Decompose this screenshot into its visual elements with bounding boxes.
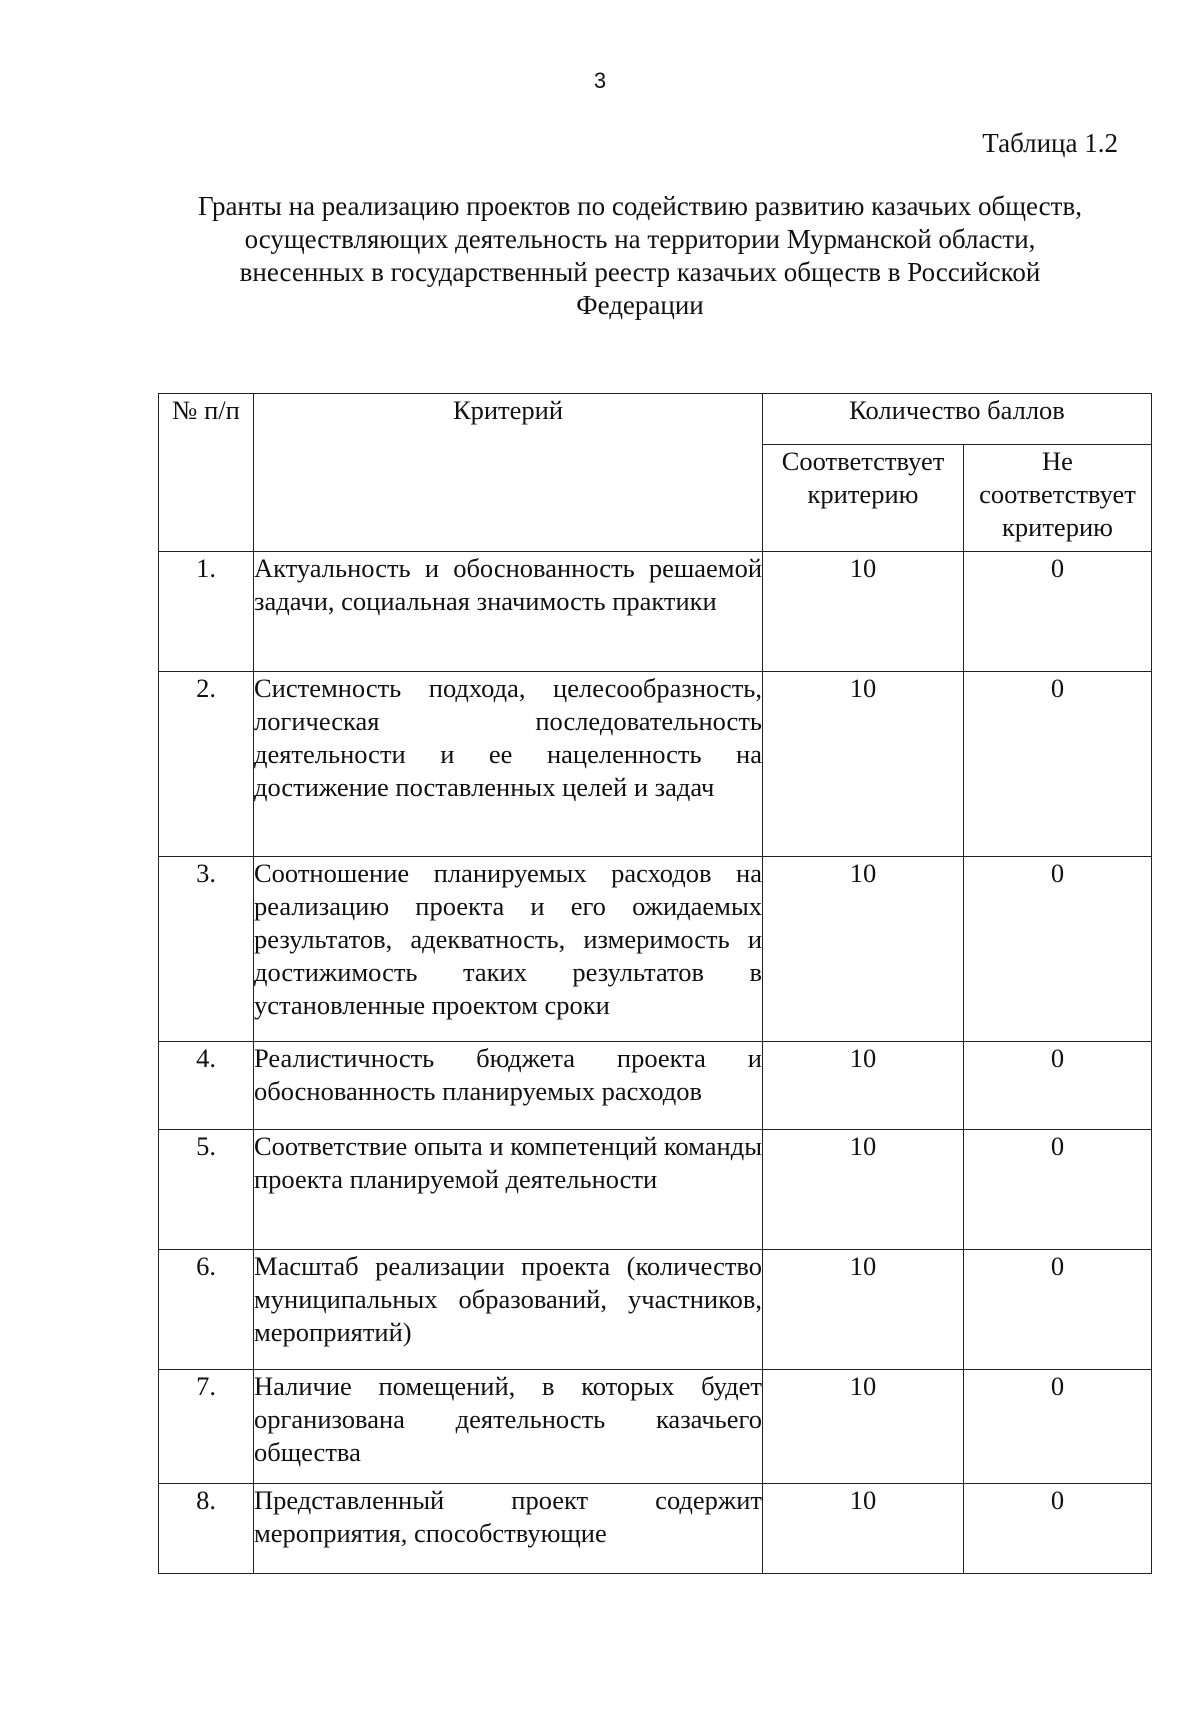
table-row: [159, 672, 1152, 857]
table-row: [159, 1484, 1152, 1574]
table-row: [159, 1250, 1152, 1370]
title-line: внесенных в государственный реестр казачьих обществ в Российской: [239, 257, 1041, 287]
row-points-matches: 10: [763, 1250, 964, 1370]
row-number: 2.: [159, 672, 254, 857]
row-number: 8.: [159, 1484, 254, 1574]
table-row: [159, 857, 1152, 1042]
row-number: 6.: [159, 1250, 254, 1370]
row-number: 7.: [159, 1370, 254, 1484]
title-line: осуществляющих деятельность на территории Мурманской области,: [244, 224, 1036, 254]
table-row: [159, 1042, 1152, 1130]
row-criterion: Соотношение планируемых расходов на реализацию проекта и его ожидаемых результатов, адекватность, измеримость и достижимость таких результатов в установленные проектом сроки: [254, 857, 763, 1042]
row-points-not-matches: 0: [964, 1042, 1152, 1130]
row-points-not-matches: 0: [964, 1484, 1152, 1574]
title-line: Гранты на реализацию проектов по содействию развитию казачьих обществ,: [198, 191, 1082, 221]
row-points-matches: 10: [763, 552, 964, 672]
column-header-number: № п/п: [159, 394, 254, 552]
row-points-not-matches: 0: [964, 552, 1152, 672]
row-points-matches: 10: [763, 1130, 964, 1250]
column-header-matches: Соответствует критерию: [763, 445, 964, 552]
row-number: 3.: [159, 857, 254, 1042]
row-points-not-matches: 0: [964, 857, 1152, 1042]
row-points-not-matches: 0: [964, 672, 1152, 857]
document-title: [150, 190, 1130, 322]
row-points-matches: 10: [763, 672, 964, 857]
row-criterion: Реалистичность бюджета проекта и обоснованность планируемых расходов: [254, 1042, 763, 1130]
table-row: [159, 552, 1152, 672]
row-criterion: Системность подхода, целесообразность, логическая последовательность деятельности и ее нацеленность на достижение поставленных целей и задач: [254, 672, 763, 857]
row-points-not-matches: 0: [964, 1370, 1152, 1484]
row-criterion: Представленный проект содержит мероприятия, способствующие: [254, 1484, 763, 1574]
table-row: [159, 1370, 1152, 1484]
criteria-table: [158, 393, 1152, 1574]
row-points-not-matches: 0: [964, 1130, 1152, 1250]
row-criterion: Актуальность и обоснованность решаемой задачи, социальная значимость практики: [254, 552, 763, 672]
row-points-matches: 10: [763, 1370, 964, 1484]
row-points-not-matches: 0: [964, 1250, 1152, 1370]
column-header-points: Количество баллов: [763, 394, 1152, 445]
table-row: [159, 1130, 1152, 1250]
table-label: Таблица 1.2: [982, 128, 1118, 158]
row-points-matches: 10: [763, 1484, 964, 1574]
title-line: Федерации: [576, 290, 704, 320]
row-criterion: Соответствие опыта и компетенций команды проекта планируемой деятельности: [254, 1130, 763, 1250]
row-criterion: Масштаб реализации проекта (количество муниципальных образований, участников, мероприятий): [254, 1250, 763, 1370]
column-header-not-matches: Не соответствует критерию: [964, 445, 1152, 552]
row-number: 1.: [159, 552, 254, 672]
row-number: 5.: [159, 1130, 254, 1250]
header-row: [159, 394, 1152, 445]
page-number: 3: [593, 68, 607, 93]
row-criterion: Наличие помещений, в которых будет организована деятельность казачьего общества: [254, 1370, 763, 1484]
row-points-matches: 10: [763, 1042, 964, 1130]
row-points-matches: 10: [763, 857, 964, 1042]
row-number: 4.: [159, 1042, 254, 1130]
column-header-criterion: Критерий: [254, 394, 763, 552]
